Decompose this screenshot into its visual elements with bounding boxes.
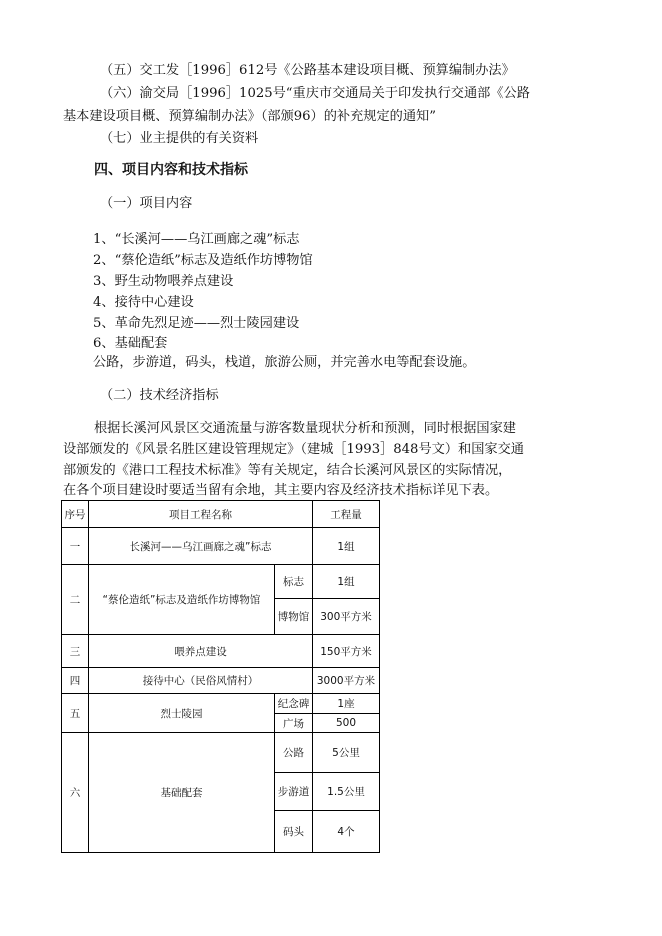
row-sub-item: 公路 [275,733,313,773]
content-item-1: 1、“长溪河——乌江画廊之魂”标志 [93,232,300,247]
row-sub-item: 码头 [275,811,313,853]
basis-item-6: （六）渝交局［1996］1025号“重庆市交通局关于印发执行交通部《公路 [100,86,530,101]
content-item-6: 6、基础配套 [93,336,168,351]
paragraph-line-2: 设部颁发的《风景名胜区建设管理规定》（建城［1993］848号文）和国家交通 [63,442,524,457]
paragraph-line-4: 在各个项目建设时要适当留有余地，其主要内容及经济技术指标详见下表。 [63,483,499,498]
content-item-4: 4、接待中心建设 [93,295,194,310]
basis-item-7: （七）业主提供的有关资料 [100,131,259,146]
content-item-5: 5、革命先烈足迹——烈士陵园建设 [93,316,300,331]
row-no: 二 [62,565,89,635]
subsection-project-content-title: （一）项目内容 [100,196,193,211]
row-no: 四 [62,668,89,694]
row-qty: 1组 [313,528,380,565]
subsection-tech-indicators-title: （二）技术经济指标 [100,388,219,403]
header-no: 序号 [62,501,89,528]
content-item-2: 2、“蔡伦造纸”标志及造纸作坊博物馆 [93,253,313,268]
table-row [62,528,380,565]
row-name: 烈士陵园 [89,694,275,733]
row-qty: 5公里 [313,733,380,773]
row-qty: 1.5公里 [313,773,380,811]
row-qty: 4个 [313,811,380,853]
row-sub-item: 博物馆 [275,599,313,635]
table-row [62,668,380,694]
row-name: 接待中心（民俗风情村） [89,668,313,694]
table-row [62,733,380,773]
paragraph-line-3: 部颁发的《港口工程技术标准》等有关规定，结合长溪河风景区的实际情况， [63,463,512,478]
row-no: 六 [62,733,89,853]
table-row [62,565,380,599]
row-sub-item: 标志 [275,565,313,599]
content-item-6-detail: 公路，步游道，码头，栈道，旅游公厕，并完善水电等配套设施。 [93,355,476,370]
row-sub-item: 步游道 [275,773,313,811]
row-qty: 500 [313,714,380,733]
row-name: 基础配套 [89,733,275,853]
row-sub-item: 广场 [275,714,313,733]
row-qty: 3000平方米 [313,668,380,694]
table-row [62,635,380,668]
table-header-row [62,501,380,528]
header-qty: 工程量 [313,501,380,528]
row-qty: 1座 [313,694,380,714]
row-no: 三 [62,635,89,668]
paragraph-line-1: 根据长溪河风景区交通流量与游客数量现状分析和预测，同时根据国家建 [94,421,516,436]
row-name: 长溪河——乌江画廊之魂”标志 [89,528,313,565]
project-table [61,500,380,853]
row-qty: 300平方米 [313,599,380,635]
row-no: 五 [62,694,89,733]
section-title: 四、项目内容和技术指标 [94,162,248,178]
basis-item-5: （五）交工发［1996］612号《公路基本建设项目概、预算编制办法》 [100,63,515,78]
row-qty: 150平方米 [313,635,380,668]
header-name: 项目工程名称 [89,501,313,528]
table-row [62,694,380,714]
content-item-3: 3、野生动物喂养点建设 [93,274,234,289]
row-sub-item: 纪念碑 [275,694,313,714]
row-qty: 1组 [313,565,380,599]
row-name: “蔡伦造纸”标志及造纸作坊博物馆 [89,565,275,635]
row-no: 一 [62,528,89,565]
basis-item-6-continued: 基本建设项目概、预算编制办法》（部颁96）的补充规定的通知” [63,109,436,124]
row-name: 喂养点建设 [89,635,313,668]
